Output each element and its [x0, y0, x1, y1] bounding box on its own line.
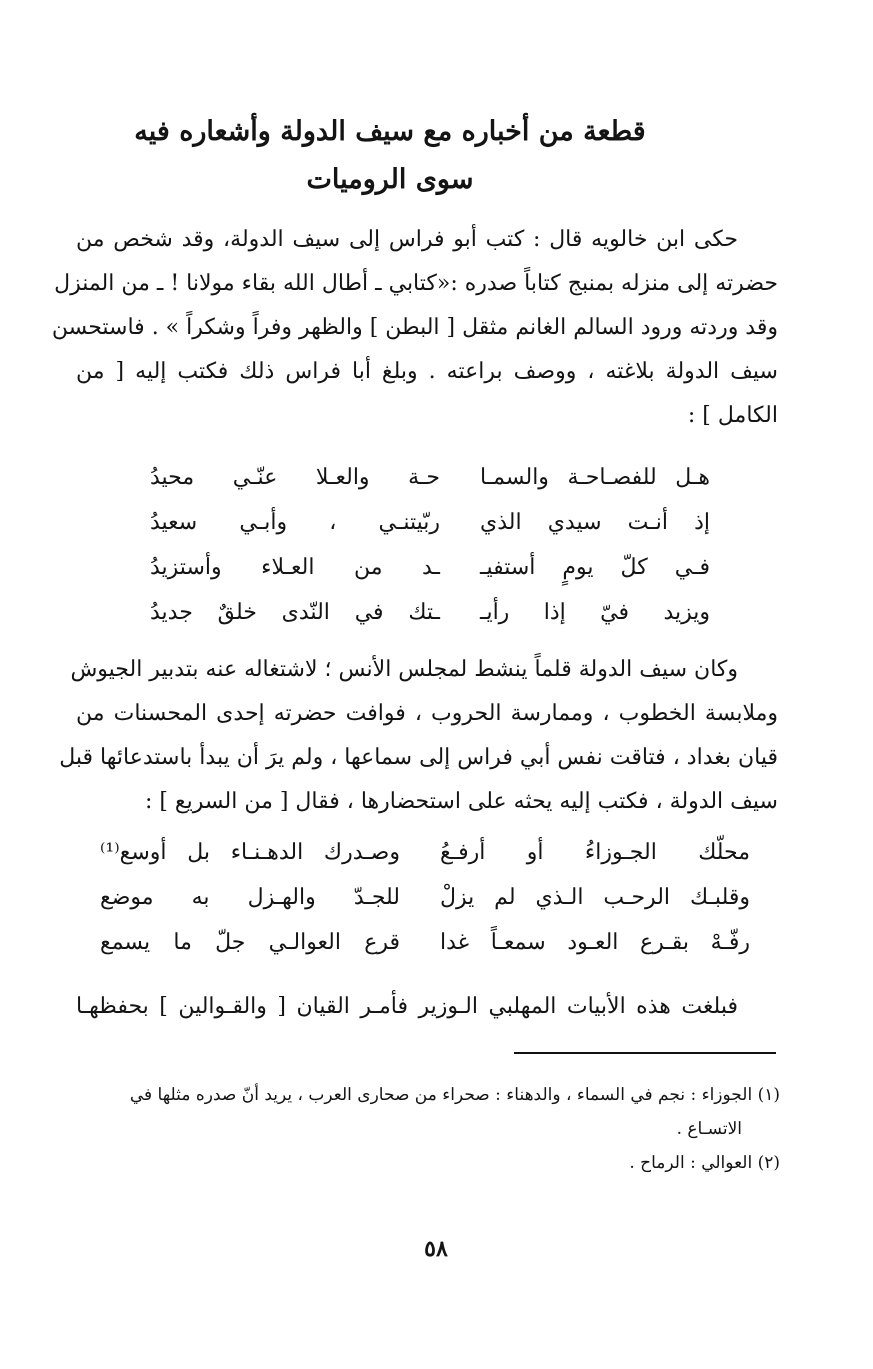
paragraph-line: قيان بغداد ، فتاقت نفس أبي فراس إلى سماعها ، ولم يرَ أن يبدأ باستدعائها قبل: [59, 745, 778, 770]
verse-second-hemistich: حـة والعـلا عنّـي محيدُ: [150, 465, 440, 490]
poem-verse: [100, 830, 750, 875]
poem-verse: [100, 875, 750, 920]
paragraph-line: سيف الدولة ، فكتب إليه يحثه على استحضارها ، فقال [ من السريع ] :: [144, 789, 778, 814]
verse-second-hemistich: ـد من العـلاء وأستزيدُ: [150, 555, 440, 580]
verse-first-hemistich: هـل للفصـاحـة والسمـا: [480, 465, 710, 490]
verse-first-hemistich: وقلبـك الرحـب الـذي لم يزلْ: [440, 885, 750, 910]
paragraph-ibn-khalawayh-account: [51, 218, 778, 438]
verse-first-hemistich: إذ أنـت سيدي الذي: [480, 510, 710, 535]
footnote-2: (٢) العوالي : الرماح .: [629, 1153, 780, 1173]
verse-first-hemistich: فـي كلّ يومٍ أستفيـ: [480, 555, 710, 580]
paragraph-line: حكى ابن خالويه قال : كتب أبو فراس إلى سيف الدولة، وقد شخص من: [76, 227, 738, 252]
paragraph-line: فبلغت هذه الأبيات المهلبي الـوزير فأمـر القيان [ والقـوالين ] بحفظهـا: [76, 994, 738, 1019]
chapter-subtitle: سوى الروميات: [306, 164, 474, 195]
verse-first-hemistich: محلّك الجـوزاءُ أو أرفـعُ: [440, 840, 750, 865]
chapter-title: قطعة من أخباره مع سيف الدولة وأشعاره فيه: [134, 116, 646, 147]
verse-second-hemistich: ـتك في النّدى خلقٌ جديدُ: [150, 600, 440, 625]
paragraph-line: وكان سيف الدولة قلماً ينشط لمجلس الأنس ؛ لاشتغاله عنه بتدبير الجيوش: [70, 657, 738, 682]
poem-kamil: [150, 455, 710, 635]
verse-second-hemistich: وصـدرك الدهـنـاء بل أوسع⁽¹⁾: [100, 840, 400, 865]
verse-first-hemistich: رفّـهْ بقـرع العـود سمعـاً غدا: [440, 930, 750, 955]
footnote-1-continuation: الاتسـاع .: [676, 1119, 742, 1139]
page-number: ٥٨: [424, 1236, 448, 1262]
paragraph-line: حضرته إلى منزله بمنبج كتاباً صدره :«كتابي ـ أطال الله بقاء مولانا ! ـ من المنزل: [54, 271, 778, 296]
footnote-1: (١) الجوزاء : نجم في السماء ، والدهناء : صحراء من صحارى العرب ، يريد أنّ صدره مثلها في: [129, 1085, 780, 1105]
paragraph-line: وقد وردته ورود السالم الغانم مثقل [ البطن ] والظهر وفراً وشكراً » . فاستحسن: [51, 315, 778, 340]
poem-sari: [100, 830, 750, 965]
footnotes: [76, 1078, 780, 1180]
paragraph-line: الكامل ] :: [687, 403, 778, 428]
footnote-separator: [514, 1052, 776, 1054]
poem-verse: [150, 500, 710, 545]
paragraph-sayf-al-dawla-singer: [59, 648, 778, 824]
poem-verse: [150, 590, 710, 635]
verse-first-hemistich: ويزيد فيّ إذا رأيـ: [480, 600, 710, 625]
paragraph-line: سيف الدولة بلاغته ، ووصف براعته . وبلغ أبا فراس ذلك فكتب إليه [ من: [76, 359, 778, 384]
poem-verse: [100, 920, 750, 965]
verse-second-hemistich: قرع العوالـي جلّ ما يسمع: [100, 930, 400, 955]
verse-second-hemistich: للجـدّ والهـزل به موضع: [100, 885, 400, 910]
verse-second-hemistich: ربّيتنـي ، وأبـي سعيدُ: [150, 510, 440, 535]
paragraph-muhallabi: [76, 985, 778, 1029]
poem-verse: [150, 545, 710, 590]
poem-verse: [150, 455, 710, 500]
paragraph-line: وملابسة الخطوب ، وممارسة الحروب ، فوافت حضرته إحدى المحسنات من: [76, 701, 778, 726]
